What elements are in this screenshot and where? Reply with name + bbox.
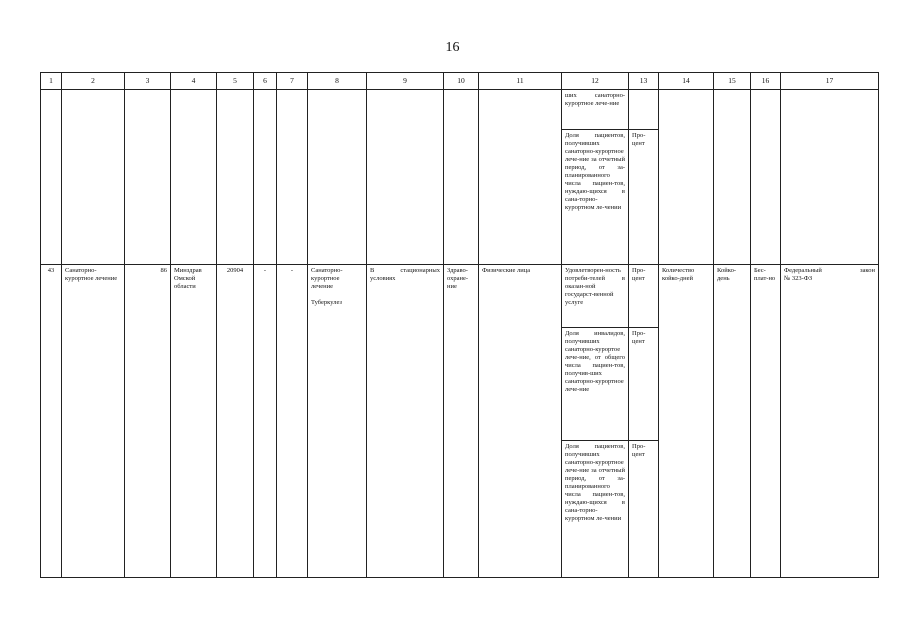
indicator-disabled-unit: Про-цент (629, 328, 659, 441)
services-table (40, 72, 879, 578)
service-name: Санаторно-курортное лечение (62, 265, 125, 578)
col-header-7: 7 (277, 73, 308, 90)
page-number: 16 (445, 40, 460, 55)
content-type: Санаторно-курортное лечение (311, 267, 343, 290)
legal-basis (781, 265, 879, 578)
continuation-row-tail (41, 90, 879, 130)
service-code: 86 (125, 265, 171, 578)
col-header-8: 8 (308, 73, 367, 90)
volume-indicator-name: Количество койко-дней (659, 265, 714, 578)
ministry-name: Минздрав Омской области (171, 265, 217, 578)
col-header-2: 2 (62, 73, 125, 90)
service-conditions: В стационарных условиях (367, 265, 444, 578)
column-number-row (41, 73, 879, 90)
service-consumers: Физические лица (479, 265, 562, 578)
indicator-satisfaction-text: Удовлетворен-ность потреби-телей в оказан-ной государст-венной услуге (562, 265, 629, 328)
indicator-tail-text: ших санаторно-курортное лече-ние (562, 90, 629, 130)
col-header-13: 13 (629, 73, 659, 90)
col-header-11: 11 (479, 73, 562, 90)
indicator-text: Доля пациентов, получивших санаторно-курортное лече-ние за отчетный период, от за-планированного числа пациен-тов, нуждаю-щихся в сана-торно-курортном ле-чении (562, 130, 629, 265)
indicator-unit: Про-цент (629, 130, 659, 265)
indicator-satisfaction-unit: Про-цент (629, 265, 659, 328)
col-header-5: 5 (217, 73, 254, 90)
col-header-12: 12 (562, 73, 629, 90)
indicator-planned-unit: Про-цент (629, 441, 659, 578)
table-row-43 (41, 265, 879, 328)
col-header-3: 3 (125, 73, 171, 90)
law-number: № 323-ФЗ (784, 275, 813, 282)
col6-value: - (254, 265, 277, 578)
col-header-1: 1 (41, 73, 62, 90)
payment-type: Бес-плат-но (751, 265, 781, 578)
col-header-16: 16 (751, 73, 781, 90)
law-word-2: закон (859, 267, 875, 274)
volume-indicator-unit: Койко-день (714, 265, 751, 578)
row-number: 43 (41, 265, 62, 578)
col-header-17: 17 (781, 73, 879, 90)
col7-value: - (277, 265, 308, 578)
col-header-9: 9 (367, 73, 444, 90)
registry-number: 20904 (217, 265, 254, 578)
col-header-14: 14 (659, 73, 714, 90)
col-header-10: 10 (444, 73, 479, 90)
service-sphere: Здраво-охране-ние (444, 265, 479, 578)
law-word-1: Федеральный (784, 267, 822, 274)
col-header-4: 4 (171, 73, 217, 90)
indicator-planned-text: Доля пациентов, получивших санаторно-курортное лече-ние за отчетный период, от за-планированного числа пациен-тов, нуждаю-щихся в сана-торно-курортном ле-чении (562, 441, 629, 578)
content-disease: Туберкулез (311, 299, 342, 306)
indicator-disabled-text: Доля инвалидов, получивших санаторно-курортое лече-ние, от общего числа пациен-тов, получив-ших санаторно-курортное лече-ние (562, 328, 629, 441)
col-header-6: 6 (254, 73, 277, 90)
service-content (308, 265, 367, 578)
col-header-15: 15 (714, 73, 751, 90)
